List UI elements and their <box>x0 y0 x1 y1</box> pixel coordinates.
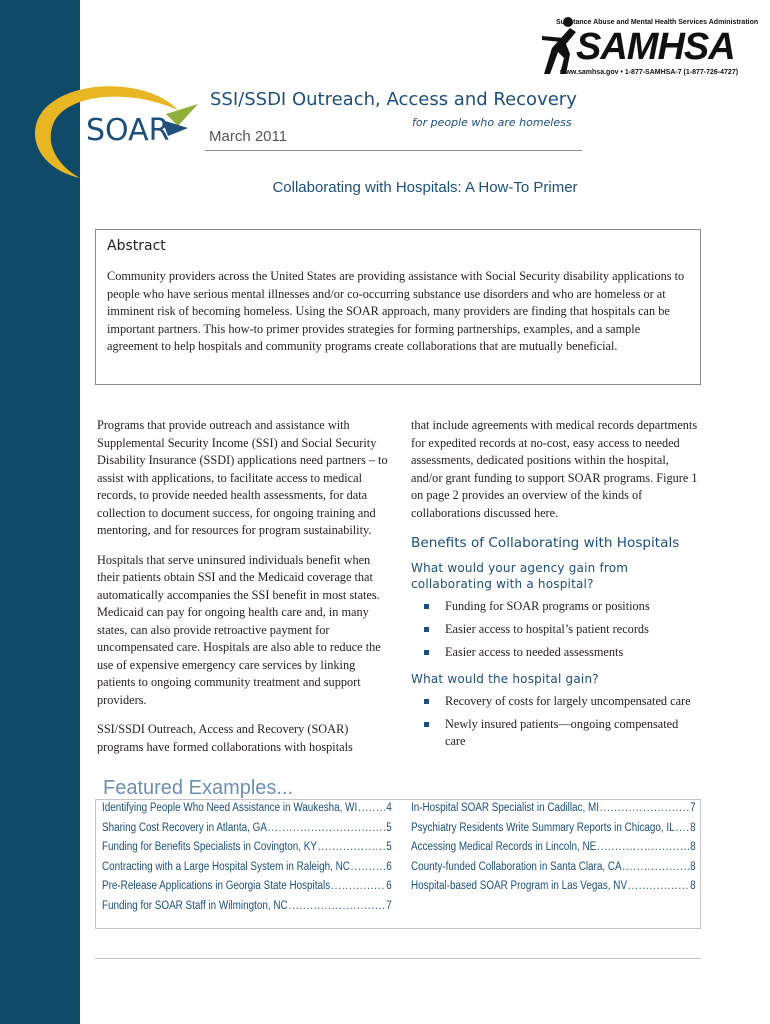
left-paragraph-1: Programs that provide outreach and assistance with Supplemental Security Income (SSI) and Social Security Disability Insurance (SSDI) applications need partners – to assist with applications, to facilitate access to medical records, to provide needed health assessments, for data collection to document success, for ongoing training and mentoring, and for resources for program sustainability. <box>97 418 388 537</box>
list-item: Funding for SOAR programs or positions <box>411 598 701 615</box>
soar-logo <box>28 74 218 184</box>
agency-gains-list <box>411 598 701 661</box>
hospital-gain-question: What would the hospital gain? <box>411 672 599 686</box>
featured-link[interactable]: In-Hospital SOAR Specialist in Cadillac, MI ..... 7 <box>411 802 696 814</box>
featured-link[interactable]: Identifying People Who Need Assistance in Waukesha, WI ..... 4 <box>102 802 392 814</box>
featured-examples-title: Featured Examples... <box>103 777 294 799</box>
tagline: for people who are homeless <box>412 116 572 129</box>
document-title: Collaborating with Hospitals: A How-To Primer <box>272 179 578 196</box>
samhsa-org-name: Substance Abuse and Mental Health Services Administration <box>556 19 759 26</box>
featured-link[interactable]: County-funded Collaboration in Santa Clara, CA ..... 8 <box>411 861 696 873</box>
agency-gain-question: What would your agency gain from collaborating with a hospital? <box>411 561 629 591</box>
list-item: Newly insured patients—ongoing compensated care <box>411 716 701 750</box>
featured-link[interactable]: Accessing Medical Records in Lincoln, NE ..... 8 <box>411 841 696 853</box>
abstract-heading: Abstract <box>107 238 166 254</box>
featured-link[interactable]: Funding for Benefits Specialists in Covington, KY ..... 5 <box>102 841 392 853</box>
featured-link[interactable]: Sharing Cost Recovery in Atlanta, GA ..... 5 <box>102 822 392 834</box>
right-column <box>411 417 701 750</box>
samhsa-contact: www.samhsa.gov • 1-877-SAMHSA-7 (1-877-726-4727) <box>560 69 739 76</box>
left-column <box>97 417 389 756</box>
publication-date: March 2011 <box>209 128 288 145</box>
bottom-divider <box>95 958 701 959</box>
samhsa-logo-word: SAMHSA <box>576 26 735 68</box>
abstract-text: Community providers across the United States are providing assistance with Social Security disability applications to people who have serious mental illnesses and/or co-occurring substance use disorders and who are homeless or at imminent risk of becoming homeless. Using the SOAR approach, many providers are finding that hospitals can be important partners. This how-to primer provides strategies for forming partnerships, examples, and a sample agreement to help hospitals and community programs create collaborations that are mutually beneficial. <box>107 269 685 354</box>
left-paragraph-3: SSI/SSDI Outreach, Access and Recovery (SOAR) programs have formed collaborations with hospitals <box>97 722 353 754</box>
list-item: Easier access to hospital’s patient records <box>411 621 701 638</box>
featured-link[interactable]: Psychiatry Residents Write Summary Reports in Chicago, IL ..... 8 <box>411 822 696 834</box>
featured-link[interactable]: Pre-Release Applications in Georgia State Hospitals ..... 6 <box>102 880 392 892</box>
right-paragraph-1: that include agreements with medical records departments for expedited records at no-cost, easy access to needed assessments, dedicated positions within the hospital, and/or grant funding to support SOAR programs. Figure 1 on page 2 provides an overview of the kinds of collaborations discussed here. <box>411 418 698 520</box>
list-item: Easier access to needed assessments <box>411 644 701 661</box>
hospital-gains-list <box>411 693 701 750</box>
series-title: SSI/SSDI Outreach, Access and Recovery <box>210 89 577 110</box>
featured-link[interactable]: Contracting with a Large Hospital System in Raleigh, NC ..... 6 <box>102 861 392 873</box>
benefits-heading: Benefits of Collaborating with Hospitals <box>411 535 680 551</box>
soar-logo-text: SOAR <box>86 113 170 148</box>
header-divider <box>205 150 582 151</box>
list-item: Recovery of costs for largely uncompensated care <box>411 693 701 710</box>
left-paragraph-2: Hospitals that serve uninsured individuals benefit when their patients obtain SSI and the Medicaid coverage that automatically accompanies the SSI benefit in most states. Medicaid can pay for ongoing health care and, in many states, can also provide retroactive payment for uncompensated care. Hospitals are also able to reduce the use of expensive emergency care services by linking patients to ongoing community treatment and support providers. <box>97 552 381 707</box>
featured-link[interactable]: Funding for SOAR Staff in Wilmington, NC ..... 7 <box>102 900 392 912</box>
featured-link[interactable]: Hospital-based SOAR Program in Las Vegas, NV ..... 8 <box>411 880 696 892</box>
